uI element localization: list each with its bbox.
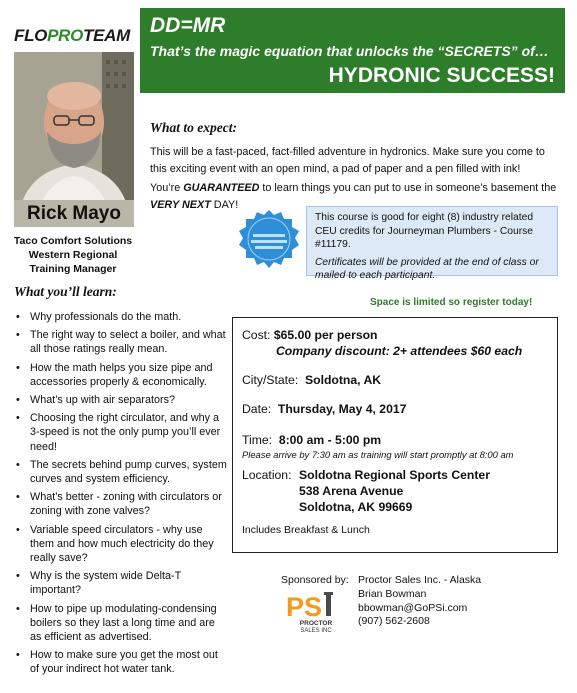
learn-item: • Choosing the right circulator, and why a 3-speed is not the only pump you’ll ever need! — [14, 411, 229, 454]
space-limited-note: Space is limited so register today! — [370, 297, 533, 308]
learn-item: • What’s better - zoning with circulators or zoning with zone valves? — [14, 490, 229, 518]
trainer-company: Taco Comfort Solutions — [13, 235, 133, 247]
ceu-info-box — [306, 206, 558, 281]
location-line3: Soldotna, AK 99669 — [299, 500, 413, 514]
flo-pro-team-logo: FLOPROTEAM — [14, 26, 131, 45]
header-banner — [140, 8, 565, 93]
trainer-region: Western Regional — [28, 249, 118, 261]
sponsor-company: Proctor Sales Inc. - Alaska — [358, 574, 482, 586]
sponsor-email[interactable]: bbowman@GoPSi.com — [358, 601, 468, 614]
trainer-name: Rick Mayo — [14, 200, 134, 227]
learn-item: • How the math helps you size pipe and accessories properly & economically. — [14, 361, 229, 389]
sponsor-contact: Brian Bowman — [358, 587, 427, 600]
learn-item: • The right way to select a boiler, and what all those ratings really mean. — [14, 328, 229, 356]
learn-item: • The secrets behind pump curves, system curves and system efficiency. — [14, 458, 229, 486]
discount-row: Company discount: 2+ attendees $60 each — [276, 344, 523, 358]
svg-text:PS: PS — [286, 592, 323, 622]
psi-logo-line1: PROCTOR — [299, 620, 333, 627]
event-details-box — [232, 317, 558, 553]
guarantee-paragraph: You’re GUARANTEED to learn things you can put to use in someone’s basement the VERY NEXT DAY! — [150, 182, 557, 211]
trainer-info — [6, 234, 140, 276]
trainer-title: Training Manager — [29, 263, 117, 275]
learn-item: • Variable speed circulators - why use them and how much electricity do they really save? — [14, 523, 229, 566]
cost-row: Cost: $65.00 per person — [242, 328, 378, 342]
ceu-certificate-text: Certificates will be provided at the end of class or mailed to each participant. — [315, 256, 539, 281]
learn-item: • What’s up with air separators? — [14, 393, 229, 407]
learn-item: • How to pipe up modulating-condensing boilers so they last a long time and are as efficient as advertised. — [14, 602, 229, 645]
location-line1: Soldotna Regional Sports Center — [299, 468, 490, 482]
header-title: HYDRONIC SUCCESS! — [328, 64, 555, 87]
includes-note: Includes Breakfast & Lunch — [242, 524, 370, 536]
expect-paragraph: This will be a fast-paced, fact-filled adventure in hydronics. Make sure you come to this exciting event with an open mind, a pad of paper and a pen filled with ink! — [150, 146, 545, 175]
expect-heading: What to expect: — [150, 120, 237, 135]
sponsor-phone: (907) 562-2608 — [358, 615, 430, 628]
header-subtitle: That’s the magic equation that unlocks the “SECRETS” of… — [150, 43, 549, 59]
psi-logo-line2: SALES INC — [300, 628, 332, 632]
learn-item: • How to make sure you get the most out of your indirect hot water tank. — [14, 648, 229, 676]
sponsor-lines — [358, 574, 481, 629]
learn-item: • Why is the system wide Delta-T important? — [14, 569, 229, 597]
city-row: City/State: Soldotna, AK — [242, 373, 382, 387]
sponsor-label: Sponsored by: — [281, 574, 349, 586]
time-note: Please arrive by 7:30 am as training will start promptly at 8:00 am — [242, 449, 514, 460]
time-row: Time: 8:00 am - 5:00 pm — [242, 433, 382, 447]
ceu-seal-icon — [236, 207, 302, 273]
location-label: Location: — [242, 468, 292, 482]
header-equation: DD=MR — [150, 14, 226, 37]
date-row: Date: Thursday, May 4, 2017 — [242, 402, 407, 416]
location-line2: 538 Arena Avenue — [299, 484, 404, 498]
learn-list — [14, 310, 229, 681]
ceu-credits-text: This course is good for eight (8) industry related CEU credits for Journeyman Plumbers - Course #11179. — [315, 212, 534, 250]
proctor-sales-logo — [282, 590, 350, 632]
learn-item: • Why professionals do the math. — [14, 310, 229, 324]
learn-heading: What you’ll learn: — [14, 284, 117, 299]
